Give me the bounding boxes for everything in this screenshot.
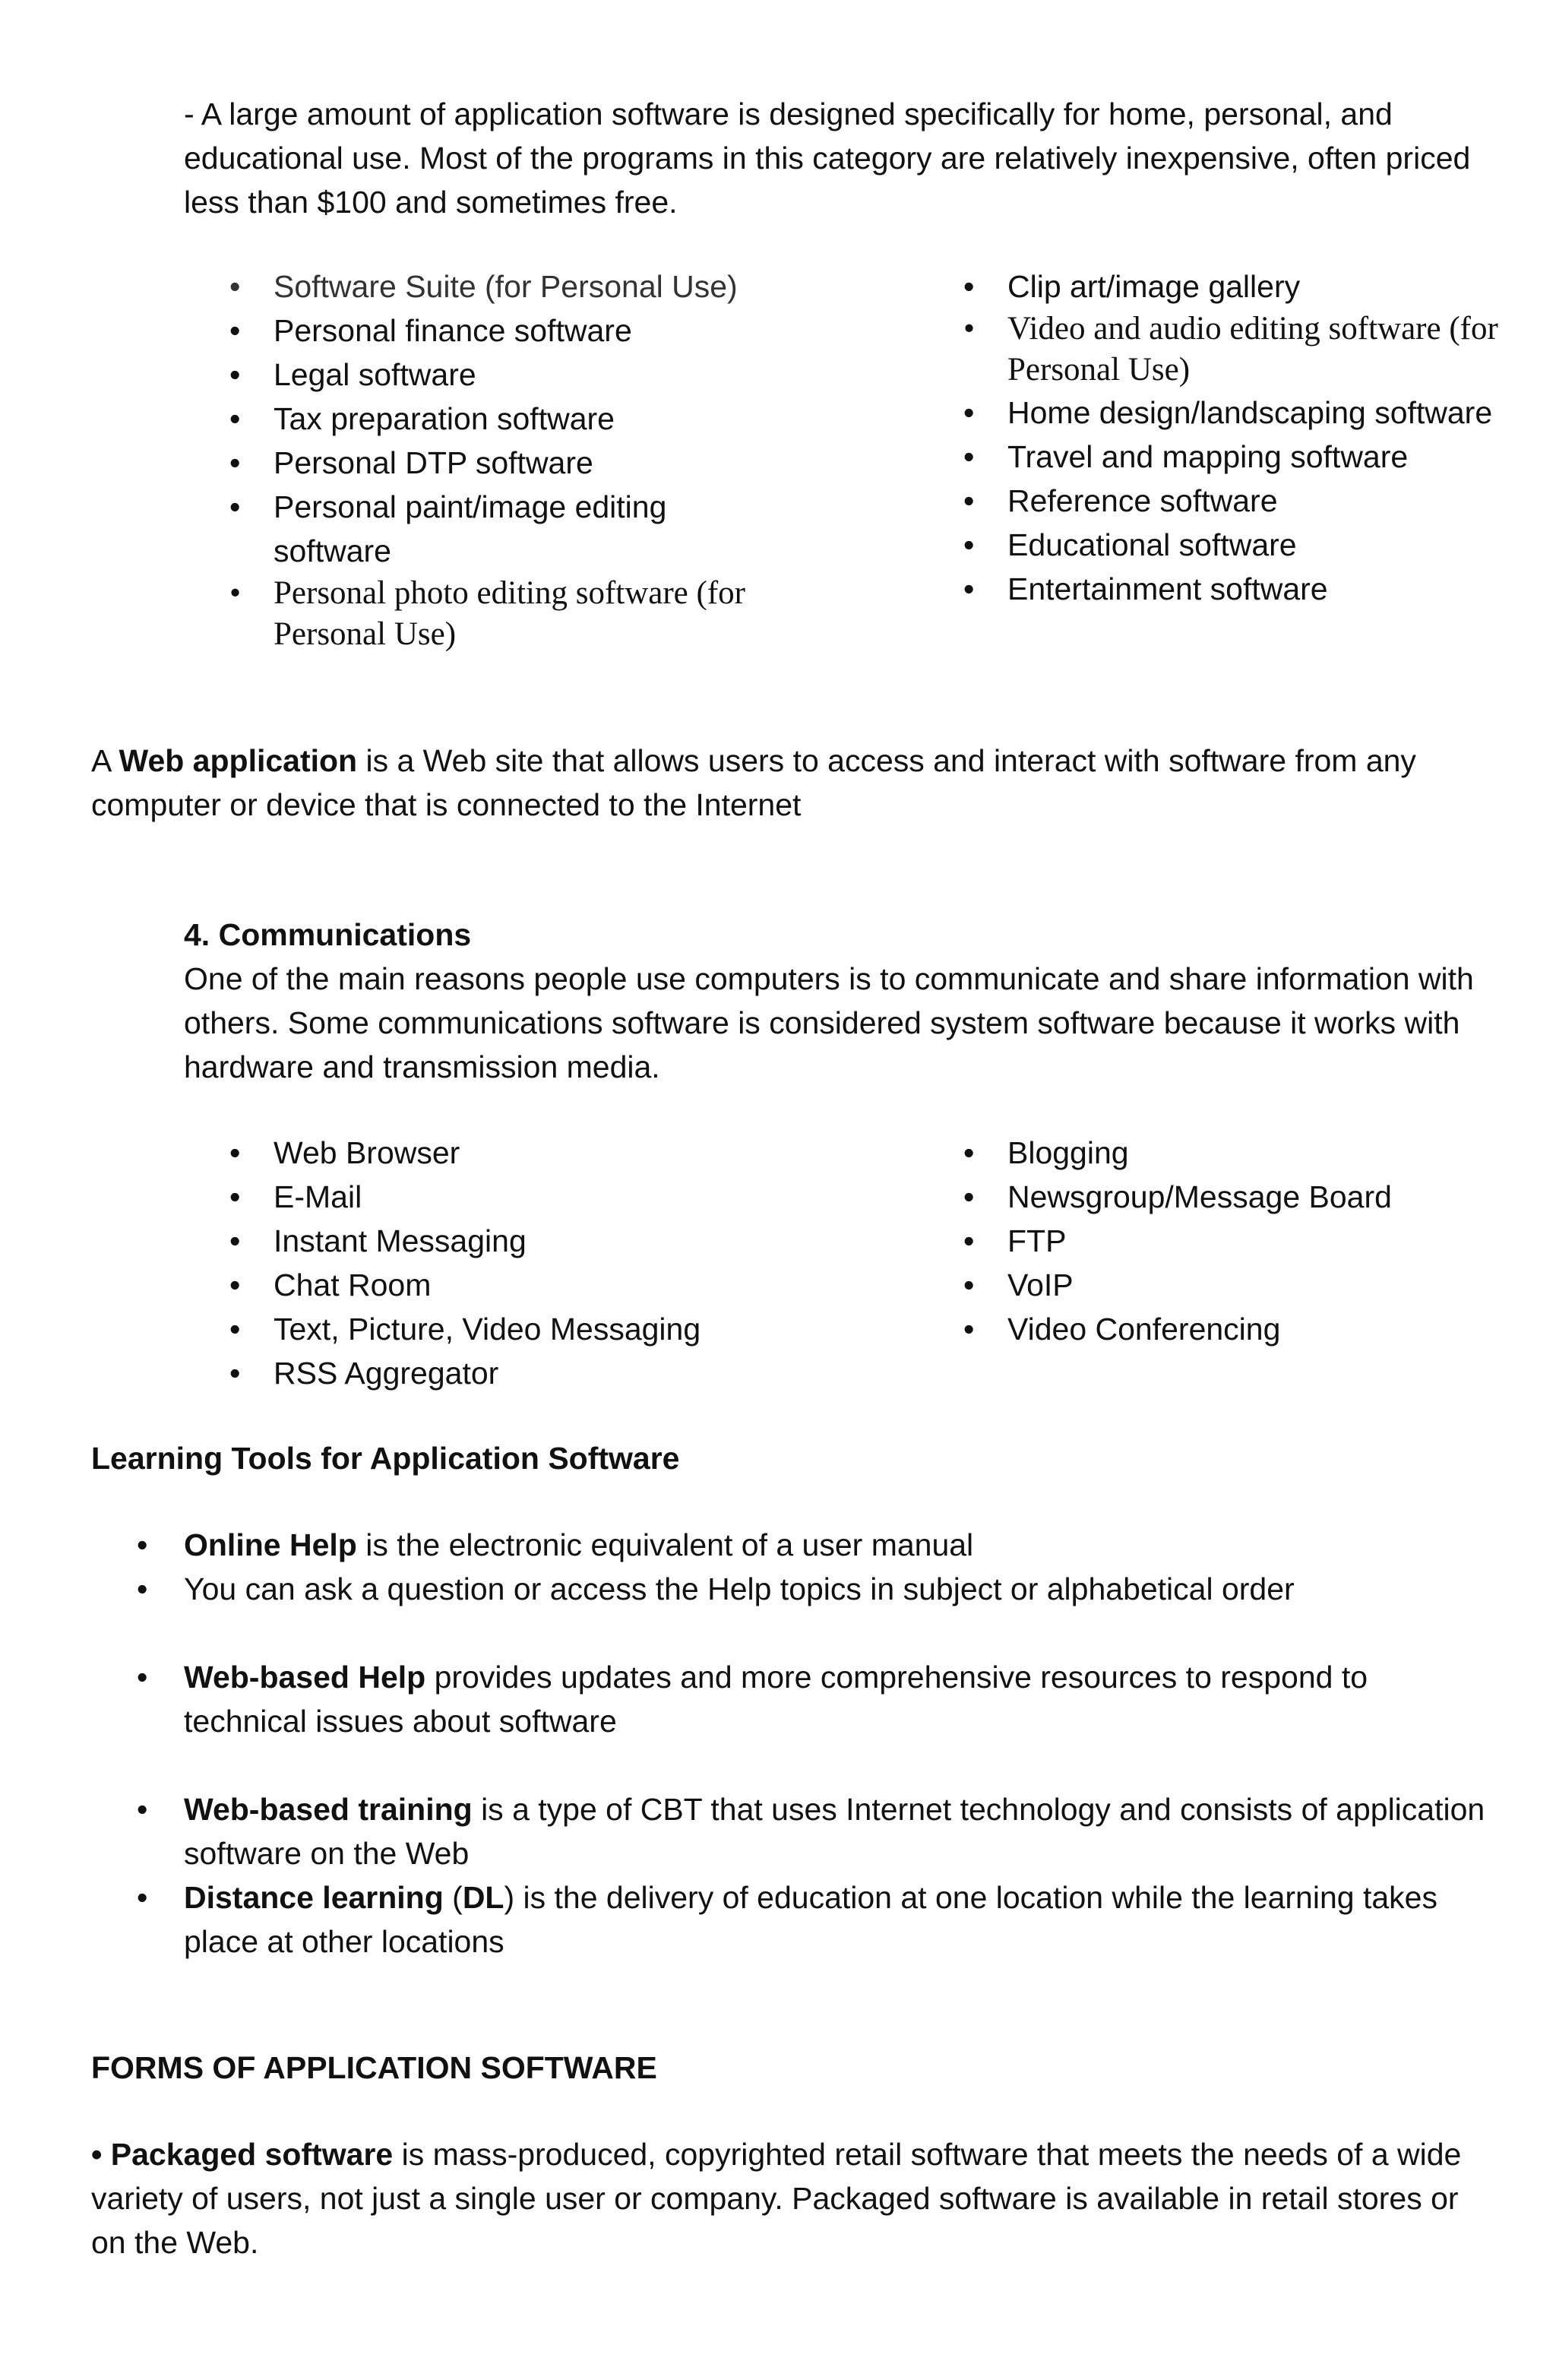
bullet-icon: • bbox=[229, 1179, 241, 1214]
list-item: • Tax preparation software bbox=[229, 397, 761, 441]
bullet-icon: • bbox=[137, 1880, 148, 1915]
list-item: • Online Help is the electronic equivalent of a user manual bbox=[137, 1523, 1489, 1567]
bullet-icon: • bbox=[229, 575, 242, 611]
bullet-icon: • bbox=[91, 2137, 103, 2172]
bullet-icon: • bbox=[229, 1312, 241, 1347]
bullet-icon: • bbox=[229, 1356, 241, 1391]
list-item: • Web-based training is a type of CBT that uses Internet technology and consists of application software on the Web bbox=[137, 1787, 1489, 1875]
bullet-icon: • bbox=[229, 1135, 241, 1170]
list-item: • Newsgroup/Message Board bbox=[963, 1175, 1510, 1219]
list-item: • Text, Picture, Video Messaging bbox=[229, 1307, 761, 1351]
bullet-icon: • bbox=[229, 1223, 241, 1258]
term-web-application: Web application bbox=[119, 743, 358, 778]
list-item: • VoIP bbox=[963, 1263, 1510, 1307]
list-item: • Video and audio editing software (for Personal Use) bbox=[963, 309, 1510, 391]
bullet-icon: • bbox=[229, 445, 241, 480]
bullet-icon: • bbox=[229, 269, 241, 304]
learning-tools-heading-block bbox=[91, 1436, 1489, 1480]
list-item: • FTP bbox=[963, 1219, 1510, 1263]
home-software-list-right bbox=[963, 264, 1510, 611]
list-item: • Software Suite (for Personal Use) bbox=[229, 264, 761, 309]
communications-list-left bbox=[229, 1131, 761, 1395]
bullet-icon: • bbox=[963, 311, 976, 347]
list-item: • Video Conferencing bbox=[963, 1307, 1510, 1351]
list-item: • Distance learning (DL) is the delivery of education at one location while the learning takes place at other locations bbox=[137, 1875, 1489, 1964]
learning-tools-bullets bbox=[137, 1523, 1489, 1964]
list-item: • Instant Messaging bbox=[229, 1219, 761, 1263]
bullet-icon: • bbox=[229, 489, 241, 524]
bullet-icon: • bbox=[229, 401, 241, 436]
communications-section bbox=[184, 913, 1491, 1089]
list-item: • Web Browser bbox=[229, 1131, 761, 1175]
bullet-icon: • bbox=[963, 527, 975, 562]
bullet-icon: • bbox=[963, 269, 975, 304]
intro-paragraph bbox=[184, 92, 1491, 224]
bullet-icon: • bbox=[229, 313, 241, 348]
list-item: • Blogging bbox=[963, 1131, 1510, 1175]
list-item: • Clip art/image gallery bbox=[963, 264, 1510, 309]
list-item: • Personal finance software bbox=[229, 309, 761, 353]
bullet-icon: • bbox=[963, 1223, 975, 1258]
list-item: • Web-based Help provides updates and more comprehensive resources to respond to technical issues about software bbox=[137, 1655, 1489, 1743]
bullet-icon: • bbox=[229, 357, 241, 392]
bullet-icon: • bbox=[963, 1179, 975, 1214]
list-item: • E-Mail bbox=[229, 1175, 761, 1219]
list-item: • Personal paint/image editing software bbox=[229, 485, 761, 573]
forms-heading-block bbox=[91, 2046, 1489, 2090]
section-heading: Learning Tools for Application Software bbox=[91, 1441, 680, 1476]
bullet-icon: • bbox=[137, 1660, 148, 1695]
bullet-icon: • bbox=[963, 1135, 975, 1170]
bullet-icon: • bbox=[963, 395, 975, 430]
web-application-definition: A Web application is a Web site that allows users to access and interact with software from any computer or device that is connected to the Internet bbox=[91, 743, 1416, 822]
list-item: • Reference software bbox=[963, 479, 1510, 523]
section-heading: FORMS OF APPLICATION SOFTWARE bbox=[91, 2050, 657, 2085]
bullet-icon: • bbox=[963, 1268, 975, 1302]
list-item: • Educational software bbox=[963, 523, 1510, 567]
bullet-icon: • bbox=[229, 1268, 241, 1302]
bullet-icon: • bbox=[963, 439, 975, 474]
communications-list-right bbox=[963, 1131, 1510, 1351]
list-item: • Personal DTP software bbox=[229, 441, 761, 485]
section-heading: 4. Communications bbox=[184, 917, 472, 952]
list-item: • You can ask a question or access the Help topics in subject or alphabetical order bbox=[137, 1567, 1489, 1611]
bullet-icon: • bbox=[963, 483, 975, 518]
bullet-icon: • bbox=[963, 1312, 975, 1347]
list-item: • Legal software bbox=[229, 353, 761, 397]
list-item: • Chat Room bbox=[229, 1263, 761, 1307]
bullet-icon: • bbox=[137, 1571, 148, 1606]
intro-text: - A large amount of application software is designed specifically for home, personal, and educational use. Most of the programs in this category are relatively inexpensive, often priced less than $100 and sometimes free. bbox=[184, 97, 1471, 220]
section-body: One of the main reasons people use computers is to communicate and share information with others. Some communications software is considered system software because it works with hardware and transmission media. bbox=[184, 961, 1474, 1084]
list-item: • Home design/landscaping software bbox=[963, 391, 1510, 435]
list-item: • Personal photo editing software (for Personal Use) bbox=[229, 573, 761, 655]
list-item: • Entertainment software bbox=[963, 567, 1510, 611]
list-item: • Travel and mapping software bbox=[963, 435, 1510, 479]
packaged-software-paragraph: • Packaged software is mass-produced, copyrighted retail software that meets the needs of a wide variety of users, not just a single user or company. Packaged software is available in retail stores or on the Web. bbox=[91, 2137, 1462, 2260]
home-software-list-left bbox=[229, 264, 761, 655]
bullet-icon: • bbox=[963, 571, 975, 606]
bullet-icon: • bbox=[137, 1792, 148, 1827]
bullet-icon: • bbox=[137, 1527, 148, 1562]
list-item: • RSS Aggregator bbox=[229, 1351, 761, 1395]
term-packaged-software: Packaged software bbox=[110, 2137, 394, 2172]
